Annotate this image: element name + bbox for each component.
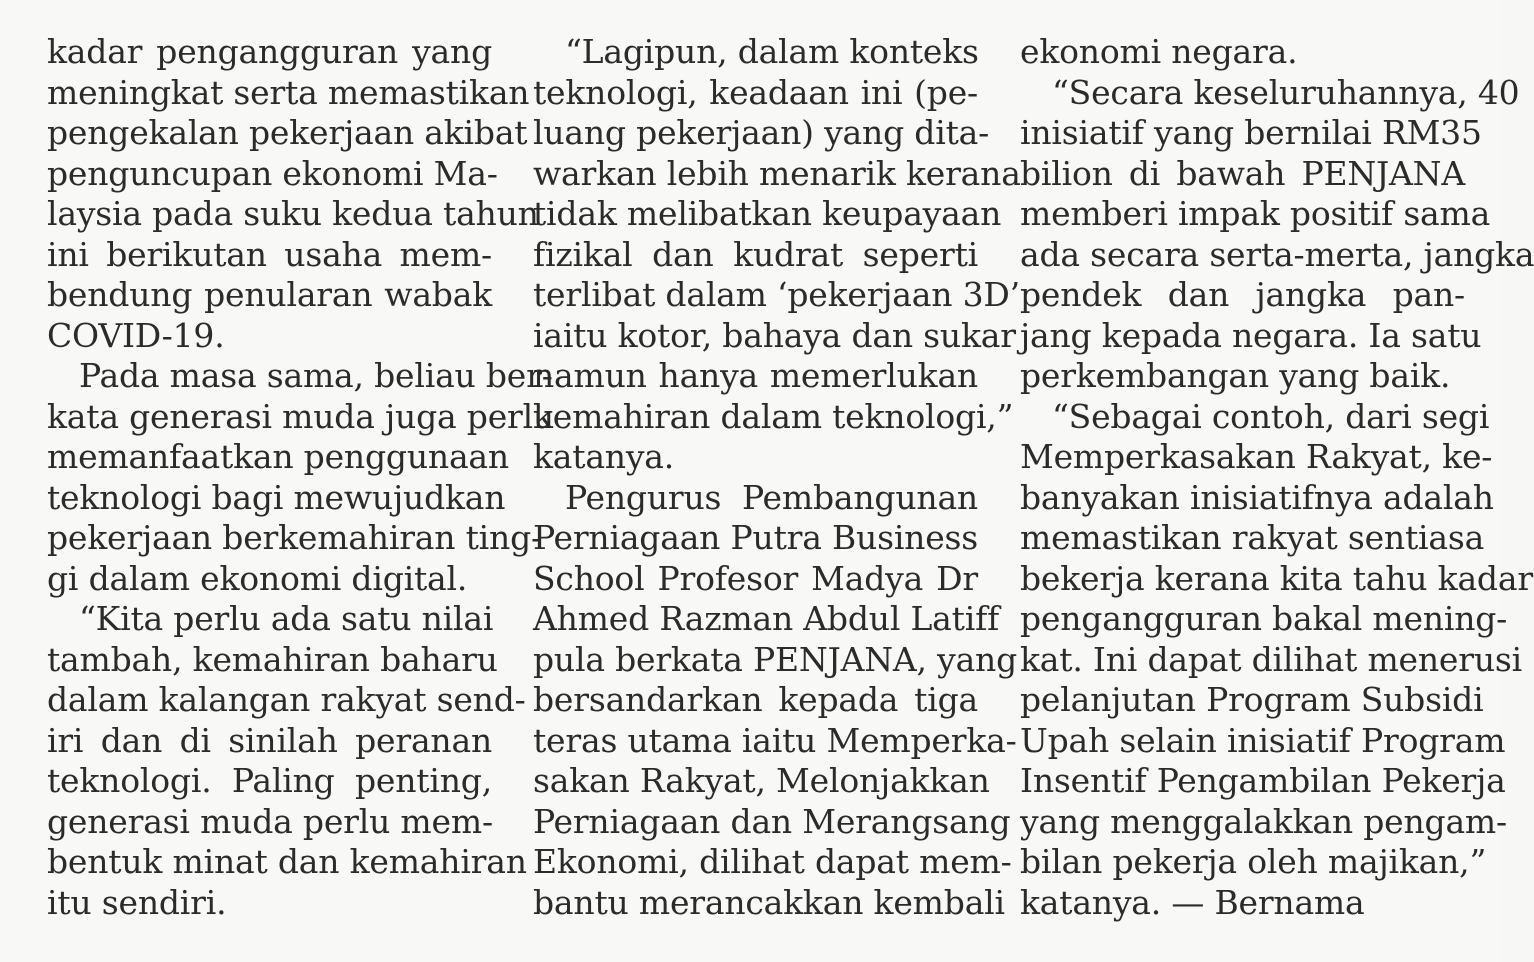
article-line: memberi impak positif sama (1020, 194, 1491, 233)
article-line: gi dalam ekonomi digital. (47, 558, 468, 598)
article-line: kemahiran dalam teknologi,” (533, 396, 1014, 436)
article-line: iri dan di sinilah peranan (47, 720, 492, 760)
article-line: Insentif Pengambilan Pekerja (1020, 761, 1506, 800)
article-line: terlibat dalam ‘pekerjaan 3D’ (533, 275, 1020, 314)
article-line: teknologi, keadaan ini (pe- (533, 72, 978, 112)
article-line: pekerjaan berkemahiran ting- (47, 518, 542, 557)
article-line: jang kepada negara. Ia satu (1020, 315, 1482, 355)
article-line: teknologi. Paling penting, (47, 761, 492, 800)
article-line: iaitu kotor, bahaya dan sukar (533, 315, 1016, 355)
article-line: Perniagaan dan Merangsang (533, 801, 1011, 841)
article-line: bilan pekerja oleh majikan,” (1020, 842, 1487, 881)
article-line: bantu merancakkan kembali (533, 882, 1005, 922)
article-line: bentuk minat dan kemahiran (47, 842, 527, 881)
article-line: ini berikutan usaha mem- (47, 234, 492, 274)
article-line: Perniagaan Putra Business (533, 518, 979, 557)
article-line: katanya. (533, 437, 675, 476)
article-line: memanfaatkan penggunaan (47, 437, 509, 476)
article-line: kadar pengangguran yang (47, 32, 492, 71)
article-line: banyakan inisiatifnya adalah (1020, 477, 1494, 517)
article-line: sakan Rakyat, Melonjakkan (533, 761, 990, 800)
article-line: bilion di bawah PENJANA (1020, 153, 1465, 193)
article-line: ada secara serta-merta, jangka (1020, 234, 1534, 274)
article-line: School Profesor Madya Dr (533, 558, 978, 598)
article-line: laysia pada suku kedua tahun (47, 194, 539, 233)
article-line: inisiatif yang bernilai RM35 (1020, 113, 1482, 152)
article-line: COVID-19. (47, 315, 225, 355)
article-line: tidak melibatkan keupayaan (533, 194, 1002, 233)
article-line: bersandarkan kepada tiga (533, 680, 978, 719)
article-line: bendung penularan wabak (47, 275, 492, 314)
article-line: luang pekerjaan) yang dita- (533, 113, 990, 152)
article-line: dalam kalangan rakyat send- (47, 680, 526, 719)
article-line: generasi muda perlu mem- (47, 801, 493, 841)
article-line: Upah selain inisiatif Program (1020, 720, 1506, 760)
article-line: pengekalan pekerjaan akibat (47, 113, 528, 152)
article-line: Ekonomi, dilihat dapat mem- (533, 842, 1012, 881)
article-line: memastikan rakyat sentiasa (1020, 518, 1485, 557)
article-line: tambah, kemahiran baharu (47, 639, 498, 679)
article-line: Memperkasakan Rakyat, ke- (1020, 437, 1493, 476)
article-line: “Lagipun, dalam konteks (565, 32, 979, 71)
article-column-3 (1020, 32, 1534, 923)
article-line: teras utama iaitu Memperka- (533, 720, 1017, 760)
article-line: warkan lebih menarik kerana (533, 153, 1021, 193)
article-line: itu sendiri. (47, 882, 227, 922)
article-line: “Secara keseluruhannya, 40 (1052, 72, 1520, 112)
article-line: perkembangan yang baik. (1020, 356, 1451, 395)
article-line: fizikal dan kudrat seperti (533, 234, 978, 274)
article-line: kat. Ini dapat dilihat menerusi (1020, 639, 1522, 679)
article-line: ekonomi negara. (1020, 32, 1298, 71)
article-line: meningkat serta memastikan (47, 72, 530, 112)
article-line: bekerja kerana kita tahu kadar (1020, 558, 1533, 598)
article-column-1 (47, 32, 555, 923)
article-line: namun hanya memerlukan (533, 356, 978, 395)
article-line: pengangguran bakal mening- (1020, 599, 1508, 638)
article-line: kata generasi muda juga perlu (47, 396, 555, 436)
article-line: katanya. — Bernama (1020, 882, 1365, 922)
article-line: Pada masa sama, beliau ber- (79, 356, 553, 395)
article-line: Ahmed Razman Abdul Latiff (533, 599, 1000, 638)
article-line: teknologi bagi mewujudkan (47, 477, 506, 517)
article-line: penguncupan ekonomi Ma- (47, 153, 498, 193)
article-line: pelanjutan Program Subsidi (1020, 680, 1484, 719)
article-column-2 (533, 32, 1021, 923)
article-line: yang menggalakkan pengam- (1020, 801, 1507, 841)
article-line: pendek dan jangka pan- (1020, 275, 1465, 314)
article-line: pula berkata PENJANA, yang (533, 639, 1018, 679)
article-line: Pengurus Pembangunan (565, 477, 978, 517)
article-line: “Kita perlu ada satu nilai (79, 599, 494, 638)
article-line: “Sebagai contoh, dari segi (1052, 396, 1490, 436)
